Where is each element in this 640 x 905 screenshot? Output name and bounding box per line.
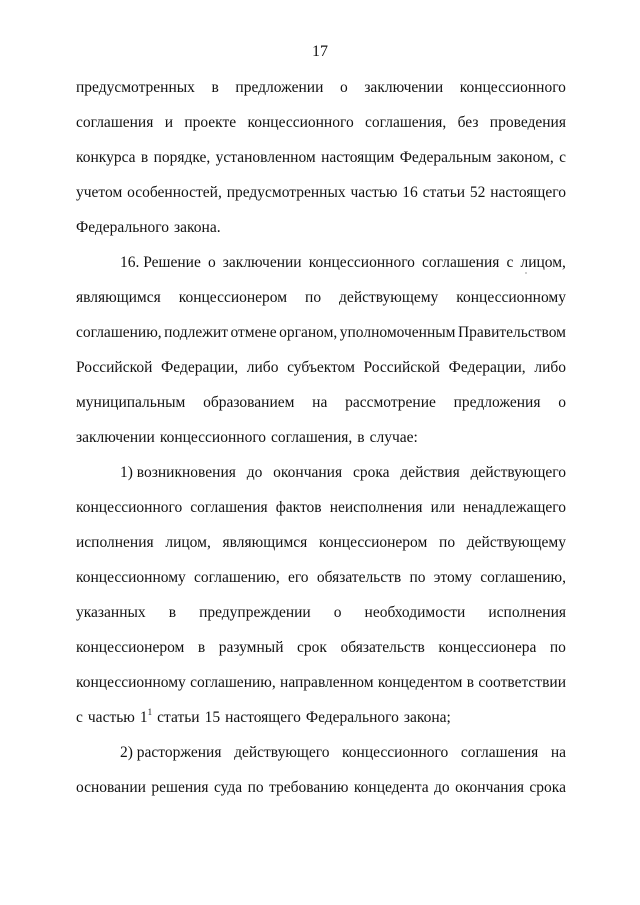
text-word: в bbox=[466, 674, 475, 691]
text-line bbox=[76, 638, 566, 658]
text-word: уполномоченным bbox=[339, 324, 456, 341]
text-word: по bbox=[549, 639, 566, 656]
text-word: соглашения, bbox=[365, 114, 447, 131]
text-word: 52 bbox=[469, 184, 486, 201]
text-word: или bbox=[430, 499, 455, 516]
text-word: концессионного bbox=[459, 79, 566, 96]
text-line bbox=[76, 148, 566, 168]
text-line bbox=[76, 428, 566, 448]
text-word: концессионного bbox=[247, 114, 354, 131]
text-word: являющимся bbox=[76, 289, 161, 306]
text-word: соглашения, bbox=[271, 429, 353, 446]
text-word: в bbox=[197, 639, 206, 656]
text-line bbox=[76, 323, 566, 343]
text-line bbox=[120, 463, 566, 483]
text-word: настоящего bbox=[225, 709, 301, 726]
text-word: Российской bbox=[76, 359, 153, 376]
text-word: в bbox=[357, 429, 365, 446]
text-word: обязательств bbox=[340, 639, 425, 656]
text-word: окончания bbox=[455, 779, 524, 796]
text-word: заключении bbox=[222, 254, 302, 271]
text-word: подлежит bbox=[164, 324, 229, 341]
text-word: рассмотрение bbox=[345, 394, 436, 411]
text-word: с bbox=[506, 254, 514, 271]
text-word: исполнения bbox=[76, 534, 154, 551]
text-word: указанных bbox=[76, 604, 146, 621]
text-word: законом, bbox=[496, 149, 554, 166]
text-word: концессионному bbox=[76, 674, 186, 691]
text-word: о bbox=[333, 604, 342, 621]
text-line bbox=[76, 78, 566, 98]
text-word: по bbox=[439, 534, 456, 551]
text-word: предложения bbox=[453, 394, 541, 411]
text-word: соглашению, bbox=[190, 674, 276, 691]
text-word: на bbox=[550, 744, 566, 761]
text-word: 16 bbox=[402, 184, 418, 201]
text-word: исполнения bbox=[488, 604, 566, 621]
text-word: лицом, bbox=[520, 254, 566, 271]
text-word: по bbox=[305, 289, 322, 306]
text-word: органом, bbox=[279, 324, 338, 341]
page-number: 17 bbox=[312, 43, 328, 60]
text-word: без bbox=[457, 114, 479, 131]
text-word: решения bbox=[151, 779, 209, 796]
text-line bbox=[76, 778, 566, 798]
text-word: срока bbox=[529, 779, 566, 796]
text-word: субъектом bbox=[287, 359, 355, 376]
text-word: разумный bbox=[218, 639, 284, 656]
text-word: концессионного bbox=[342, 744, 449, 761]
text-word: действующего bbox=[470, 464, 566, 481]
text-word: суда bbox=[213, 779, 243, 796]
text-word: Федерации, bbox=[161, 359, 239, 376]
text-line bbox=[76, 603, 566, 623]
text-word: действующему bbox=[339, 289, 439, 306]
text-line bbox=[120, 253, 566, 273]
text-word: Правительством bbox=[457, 324, 566, 341]
text-word: срок bbox=[297, 639, 327, 656]
text-word: до bbox=[434, 779, 450, 796]
text-line bbox=[76, 183, 566, 203]
text-word: статьи bbox=[157, 709, 200, 726]
text-word: являющимся bbox=[222, 534, 308, 551]
text-word: концессионному bbox=[456, 289, 566, 306]
text-word: Российской bbox=[363, 359, 440, 376]
text-line bbox=[76, 498, 566, 518]
text-word: ненадлежащего bbox=[463, 499, 566, 516]
text-word: концедентом bbox=[377, 674, 463, 691]
text-line bbox=[76, 358, 566, 378]
text-word: соглашению, bbox=[480, 569, 566, 586]
text-word: заключении bbox=[76, 429, 155, 446]
text-word: учетом bbox=[76, 184, 123, 201]
text-word: установленном bbox=[215, 149, 316, 166]
text-word: до bbox=[246, 464, 263, 481]
text-word: статьи bbox=[422, 184, 466, 201]
text-word: направленном bbox=[280, 674, 374, 691]
text-word: о bbox=[207, 254, 216, 271]
text-word: образованием bbox=[203, 394, 295, 411]
text-word: предложении bbox=[235, 79, 324, 96]
text-word: соглашения bbox=[76, 114, 154, 131]
text-word: Федерального bbox=[76, 219, 170, 236]
text-line bbox=[76, 708, 566, 728]
text-word: его bbox=[287, 569, 309, 586]
text-word: концессионного bbox=[159, 429, 267, 446]
text-word: лицом, bbox=[165, 534, 211, 551]
text-word: закона; bbox=[403, 709, 451, 726]
text-word: конкурса bbox=[76, 149, 136, 166]
text-word: концессионному bbox=[76, 569, 186, 586]
text-word: действующему bbox=[466, 534, 566, 551]
text-word: 16. Решение bbox=[120, 254, 201, 271]
text-word: муниципальным bbox=[76, 394, 186, 411]
text-word: концессионного bbox=[308, 254, 415, 271]
text-word: концессионером bbox=[178, 289, 288, 306]
text-word: и bbox=[164, 114, 173, 131]
text-line bbox=[76, 218, 566, 238]
text-word: настоящего bbox=[490, 184, 566, 201]
text-word: обязательств bbox=[316, 569, 402, 586]
text-word: о bbox=[558, 394, 566, 411]
text-word: на bbox=[312, 394, 328, 411]
text-line bbox=[76, 113, 566, 133]
text-word: концессионером bbox=[76, 639, 185, 656]
text-word: проекте bbox=[184, 114, 237, 131]
text-line bbox=[76, 288, 566, 308]
text-line bbox=[76, 533, 566, 553]
text-word: 1) возникновения bbox=[120, 464, 236, 481]
text-word: о bbox=[339, 79, 348, 96]
text-word: частью bbox=[87, 709, 135, 726]
text-word: $1^1$ bbox=[139, 706, 153, 726]
text-word: настоящим bbox=[321, 149, 395, 166]
text-word: концессионером bbox=[318, 534, 428, 551]
text-word: особенностей, bbox=[127, 184, 222, 201]
text-word: предусмотренных bbox=[226, 184, 346, 201]
text-word: соглашения bbox=[190, 499, 268, 516]
text-word: с bbox=[76, 709, 83, 726]
text-word: соглашению, bbox=[76, 324, 162, 341]
text-word: Федерации, bbox=[448, 359, 526, 376]
text-word: неисполнения bbox=[329, 499, 423, 516]
text-word: частью bbox=[350, 184, 398, 201]
text-word: в bbox=[211, 79, 219, 96]
text-line bbox=[76, 393, 566, 413]
text-word: 2) расторжения bbox=[120, 744, 222, 761]
text-word: фактов bbox=[275, 499, 322, 516]
text-word: соглашению, bbox=[194, 569, 280, 586]
text-word: Федерального bbox=[305, 709, 399, 726]
text-word: либо bbox=[246, 359, 279, 376]
text-word: с bbox=[559, 149, 566, 166]
text-word: концессионного bbox=[76, 499, 183, 516]
text-word: порядке, bbox=[153, 149, 211, 166]
text-word: по bbox=[409, 569, 426, 586]
text-word: срока bbox=[352, 464, 390, 481]
text-word: необходимости bbox=[364, 604, 466, 621]
text-word: либо bbox=[534, 359, 566, 376]
text-word: основании bbox=[76, 779, 146, 796]
text-word: в bbox=[140, 149, 149, 166]
text-line bbox=[120, 743, 566, 763]
text-word: отмене bbox=[230, 324, 277, 341]
text-word: действия bbox=[400, 464, 460, 481]
text-word: этому bbox=[433, 569, 473, 586]
text-word: проведения bbox=[489, 114, 566, 131]
text-line bbox=[76, 673, 566, 693]
text-word: соглашения bbox=[422, 254, 500, 271]
text-word: соглашения bbox=[460, 744, 539, 761]
text-word: концедента bbox=[353, 779, 429, 796]
text-line bbox=[76, 568, 566, 588]
text-word: соответствии bbox=[478, 674, 566, 691]
text-word: по bbox=[247, 779, 264, 796]
text-word: в bbox=[168, 604, 177, 621]
text-word: 15 bbox=[204, 709, 221, 726]
superscript: 1 bbox=[147, 706, 153, 717]
text-word: случае: bbox=[369, 429, 418, 446]
text-word: предусмотренных bbox=[76, 79, 195, 96]
text-word: заключении bbox=[364, 79, 444, 96]
text-word: закона. bbox=[174, 219, 221, 236]
text-word: предупреждении bbox=[199, 604, 311, 621]
text-word: требованию bbox=[269, 779, 349, 796]
text-word: окончания bbox=[273, 464, 343, 481]
text-word: концессионера bbox=[438, 639, 537, 656]
text-word: действующего bbox=[234, 744, 330, 761]
text-word: Федеральным bbox=[399, 149, 492, 166]
